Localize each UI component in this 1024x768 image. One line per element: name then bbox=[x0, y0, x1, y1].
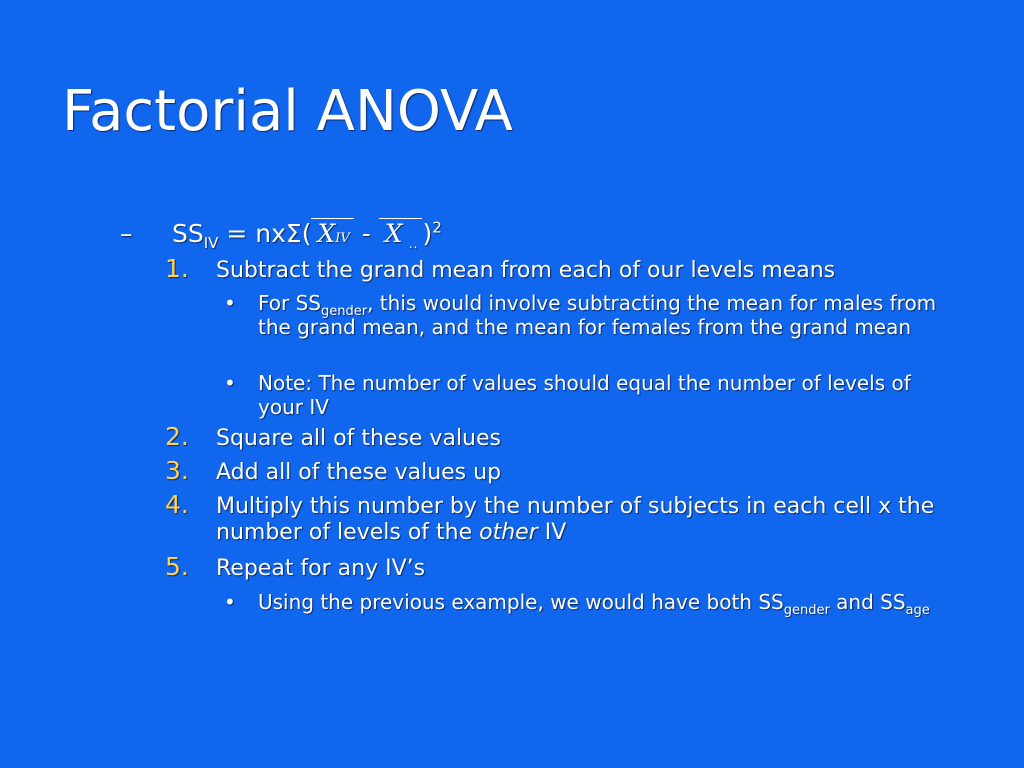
step-text-2: Square all of these values bbox=[216, 426, 501, 451]
step-number-3: 3. bbox=[165, 456, 189, 485]
formula-ss-subscript: IV bbox=[203, 234, 219, 252]
formula-minus: - bbox=[353, 219, 379, 248]
step-number-2: 2. bbox=[165, 422, 189, 451]
level-mean-x: X bbox=[317, 219, 336, 248]
step-text-4-emphasis: other bbox=[479, 520, 538, 545]
bullet-text-3-mid: and SS bbox=[829, 590, 906, 614]
bullet-text-3-pre: Using the previous example, we would have both SS bbox=[258, 590, 784, 614]
bullet-text-3-sub2: age bbox=[905, 603, 930, 618]
grand-mean-dots: .. bbox=[408, 237, 419, 251]
bullet-text-2: Note: The number of values should equal the number of levels of your IV bbox=[258, 371, 911, 419]
bullet-mark-3: • bbox=[224, 590, 236, 614]
bullet-item-3 bbox=[224, 590, 958, 618]
grand-mean-symbol bbox=[379, 218, 423, 251]
bullet-item-2 bbox=[224, 371, 958, 419]
step-item-2 bbox=[165, 422, 961, 452]
bullet-text-1-sub: gender bbox=[321, 304, 368, 319]
step-text-4-b: IV bbox=[537, 520, 567, 545]
grand-mean-x: X bbox=[384, 219, 403, 248]
step-text-5: Repeat for any IV’s bbox=[216, 556, 426, 581]
level-mean-subscript: IV bbox=[335, 231, 350, 246]
bullet-text-1-post: , this would involve subtracting the mean for males from the grand mean, and the mean for females from the grand mean bbox=[258, 291, 937, 339]
formula-dash: – bbox=[120, 219, 133, 248]
formula-exponent: 2 bbox=[432, 218, 442, 237]
step-item-3 bbox=[165, 456, 961, 486]
bullet-text-1 bbox=[258, 291, 958, 339]
step-item-5 bbox=[165, 552, 961, 582]
step-item-4 bbox=[165, 490, 961, 546]
formula-close-paren: ) bbox=[422, 219, 433, 248]
level-mean-symbol bbox=[311, 218, 353, 252]
bullet-text-3 bbox=[258, 590, 958, 618]
step-item-1 bbox=[165, 254, 961, 284]
step-text-1: Subtract the grand mean from each of our levels means bbox=[216, 258, 836, 283]
formula-ss: SS bbox=[172, 219, 204, 248]
step-text-4-a: Multiply this number by the number of subjects in each cell x the number of levels of the bbox=[216, 494, 935, 545]
step-text-3: Add all of these values up bbox=[216, 460, 502, 485]
step-number-4: 4. bbox=[165, 490, 189, 519]
bullet-mark-2: • bbox=[224, 371, 236, 395]
bullet-text-1-pre: For SS bbox=[258, 291, 321, 315]
bullet-mark-1: • bbox=[224, 291, 236, 315]
ss-formula bbox=[120, 214, 442, 254]
bullet-text-3-sub: gender bbox=[783, 603, 830, 618]
slide-title: Factorial ANOVA bbox=[62, 79, 513, 144]
step-text-4 bbox=[216, 494, 961, 546]
step-number-1: 1. bbox=[165, 254, 189, 283]
formula-equals: = nxΣ( bbox=[218, 219, 312, 248]
bullet-item-1 bbox=[224, 291, 958, 339]
step-number-5: 5. bbox=[165, 552, 189, 581]
